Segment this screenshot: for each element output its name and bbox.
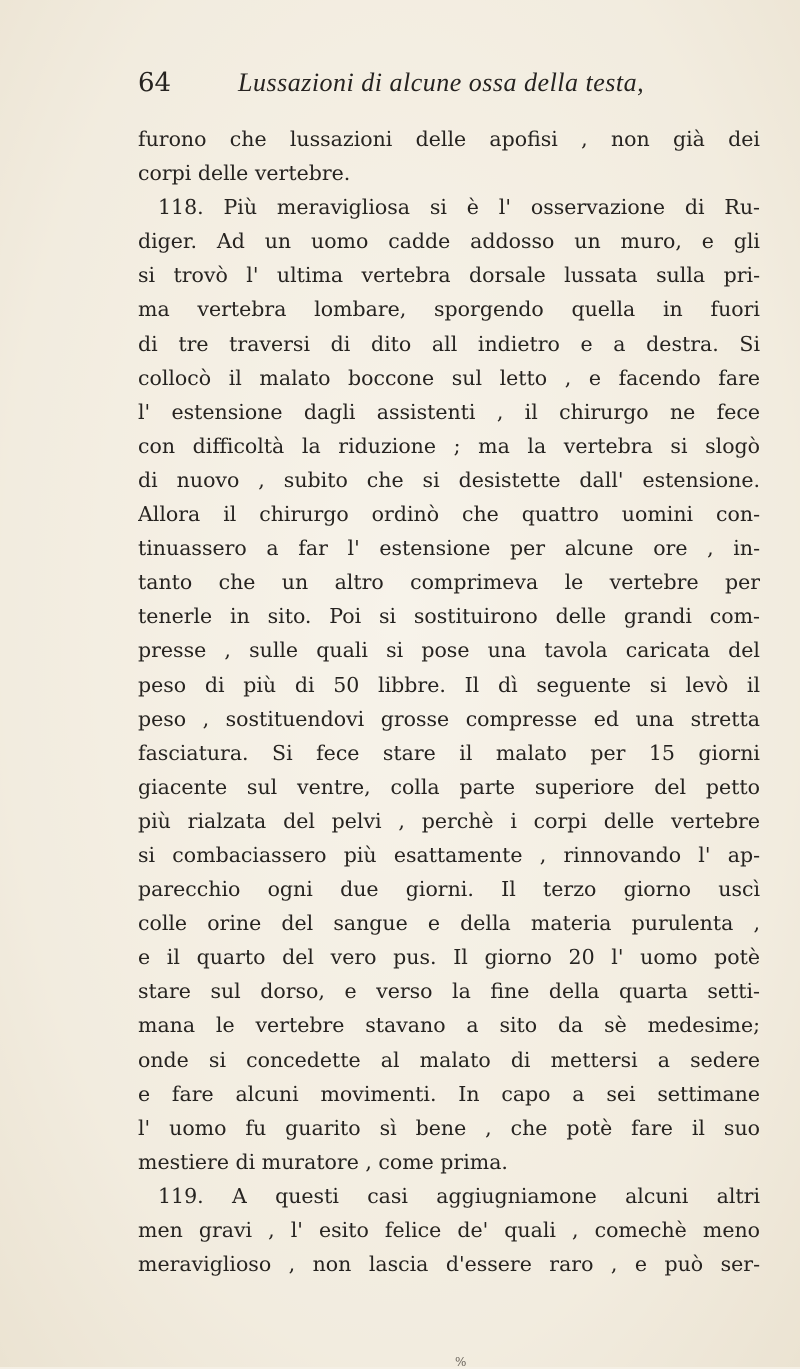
- text-line: meraviglioso , non lascia d'essere raro , e può ser-: [138, 1252, 760, 1277]
- text-line: tinuassero a far l' estensione per alcune ore , in-: [138, 536, 760, 561]
- text-line: colle orine del sangue e della materia purulenta ,: [138, 911, 760, 936]
- text-line: con difficoltà la riduzione ; ma la vertebra si slogò: [138, 433, 760, 458]
- text-line: l' estensione dagli assistenti , il chirurgo ne fece: [138, 399, 760, 424]
- text-line: parecchio ogni due giorni. Il terzo giorno uscì: [138, 877, 760, 902]
- text-line: e il quarto del vero pus. Il giorno 20 l' uomo potè: [138, 945, 760, 970]
- text-line: stare sul dorso, e verso la fine della quarta setti-: [138, 979, 760, 1004]
- text-line: Allora il chirurgo ordinò che quattro uomini con-: [138, 502, 760, 527]
- text-line: l' uomo fu guarito sì bene , che potè fare il suo: [138, 1115, 760, 1140]
- text-line: giacente sul ventre, colla parte superiore del petto: [138, 774, 760, 799]
- text-line: mestiere di muratore , come prima.: [138, 1149, 508, 1174]
- printer-mark: %: [455, 1355, 467, 1369]
- text-line: e fare alcuni movimenti. In capo a sei settimane: [138, 1081, 760, 1106]
- text-line: mana le vertebre stavano a sito da sè medesime;: [138, 1013, 760, 1038]
- text-line: onde si concedette al malato di mettersi a sedere: [138, 1047, 760, 1072]
- page-number: 64: [138, 68, 172, 98]
- body-text: [138, 122, 760, 1281]
- text-line: tanto che un altro comprimeva le vertebre per: [138, 570, 760, 595]
- text-line: si combaciassero più esattamente , rinnovando l' ap-: [138, 842, 760, 867]
- text-line: peso , sostituendovi grosse compresse ed una stretta: [138, 706, 760, 731]
- text-line: più rialzata del pelvi , perchè i corpi delle vertebre: [138, 808, 760, 833]
- text-line: collocò il malato boccone sul letto , e facendo fare: [138, 365, 760, 390]
- text-line: di nuovo , subito che si desistette dall' estensione.: [138, 467, 760, 492]
- text-line: si trovò l' ultima vertebra dorsale lussata sulla pri-: [138, 263, 760, 288]
- text-line: fasciatura. Si fece stare il malato per 15 giorni: [138, 740, 760, 765]
- text-line: furono che lussazioni delle apofisi , non già dei: [138, 127, 760, 151]
- text-line: tenerle in sito. Poi si sostituirono delle grandi com-: [138, 604, 760, 629]
- text-line: ma vertebra lombare, sporgendo quella in fuori: [138, 297, 760, 322]
- page-header: [138, 68, 760, 108]
- text-line: corpi delle vertebre.: [138, 161, 351, 186]
- text-line: presse , sulle quali si pose una tavola caricata del: [138, 638, 760, 663]
- text-line: peso di più di 50 libbre. Il dì seguente si levò il: [138, 672, 760, 697]
- running-title: Lussazioni di alcune ossa della testa,: [238, 68, 645, 97]
- text-line: di tre traversi di dito all indietro e a destra. Si: [138, 331, 760, 356]
- paragraph-118-start: 118. Più meravigliosa si è l' osservazione di Ru-: [158, 195, 760, 220]
- text-line: men gravi , l' esito felice de' quali , comechè meno: [138, 1218, 760, 1242]
- text-line: diger. Ad un uomo cadde addosso un muro, e gli: [138, 229, 760, 254]
- paragraph-119-start: 119. A questi casi aggiugniamone alcuni altri: [158, 1183, 760, 1208]
